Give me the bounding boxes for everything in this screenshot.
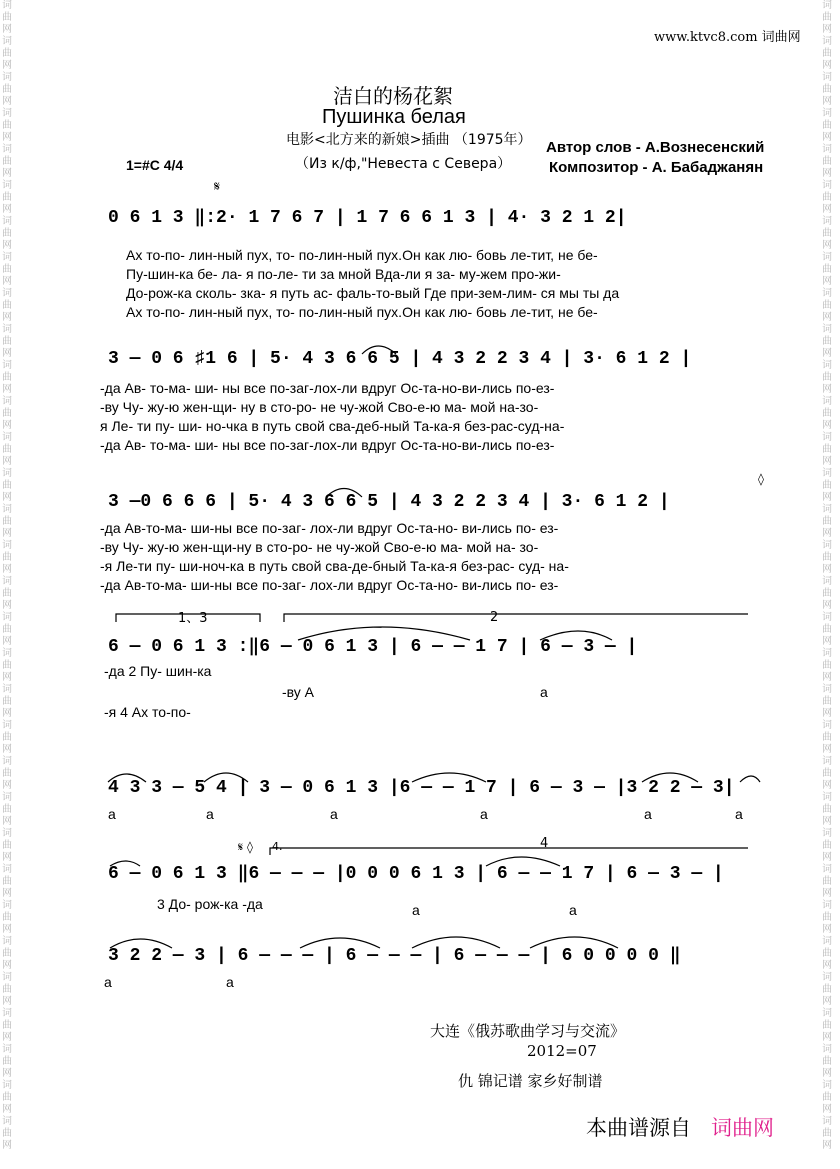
lyrics-s3-v3: -я Ле-ти пу- ши-ноч-ка в путь свой сва-де-бный Та-ка-я без-рас- суд- на-: [100, 558, 569, 574]
watermark-char: 词: [822, 648, 832, 659]
lyrics-s2-v1: -да Ав- то-ма- ши- ны все по-заг-лох-ли вдруг Ос-та-но-ви-лись по-ез-: [100, 380, 555, 396]
watermark-char: 词: [822, 684, 832, 695]
watermark-char: 网: [2, 816, 12, 827]
lyricist: Автор слов - А.Вознесенский: [546, 139, 765, 156]
watermark-char: 曲: [822, 1128, 832, 1139]
watermark-char: 曲: [2, 948, 12, 959]
watermark-char: 曲: [822, 444, 832, 455]
watermark-char: 词: [2, 360, 12, 371]
watermark-char: 曲: [822, 372, 832, 383]
watermark-char: 网: [822, 276, 832, 287]
watermark-char: 网: [2, 996, 12, 1007]
title-russian: Пушинка белая: [322, 106, 466, 128]
watermark-char: 曲: [822, 840, 832, 851]
watermark-char: 网: [822, 744, 832, 755]
watermark-char: 曲: [2, 156, 12, 167]
notes-system-3: 3 —0 6 6 6 | 5· 4 3 6 6 5 | 4 3 2 2 3 4 | 3· 6 1 2 |: [108, 492, 670, 512]
watermark-char: 曲: [822, 1056, 832, 1067]
watermark-char: 曲: [2, 300, 12, 311]
watermark-char: 曲: [2, 516, 12, 527]
watermark-char: 词: [822, 1008, 832, 1019]
volta-1-3-label: 1、3: [178, 611, 208, 626]
watermark-char: 词: [2, 396, 12, 407]
watermark-char: 词: [2, 900, 12, 911]
watermark-char: 网: [822, 636, 832, 647]
watermark-char: 曲: [822, 984, 832, 995]
watermark-char: 曲: [2, 1020, 12, 1031]
footer-line-2: 2012=07: [527, 1042, 597, 1060]
watermark-char: 词: [822, 828, 832, 839]
watermark-char: 曲: [2, 1056, 12, 1067]
watermark-char: 词: [822, 396, 832, 407]
watermark-char: 词: [822, 576, 832, 587]
watermark-char: 网: [2, 420, 12, 431]
watermark-char: 词: [2, 540, 12, 551]
footer-line-1: 大连《俄苏歌曲学习与交流》: [430, 1022, 626, 1040]
watermark-char: 词: [2, 504, 12, 515]
watermark-char: 网: [822, 240, 832, 251]
volta-2-label: 2: [490, 610, 499, 625]
watermark-char: 曲: [822, 804, 832, 815]
watermark-char: 网: [2, 96, 12, 107]
watermark-char: 词: [2, 972, 12, 983]
watermark-char: 曲: [822, 120, 832, 131]
watermark-char: 词: [822, 972, 832, 983]
watermark-char: 曲: [2, 120, 12, 131]
watermark-char: 曲: [822, 336, 832, 347]
watermark-char: 网: [822, 168, 832, 179]
watermark-char: 词: [822, 288, 832, 299]
watermark-char: 词: [822, 792, 832, 803]
lyrics-s2-v2: -ву Чу- жу-ю жен-щи- ну в сто-ро- не чу-жой Сво-е-ю ма- мой на-зо-: [100, 399, 539, 415]
watermark-char: 曲: [2, 192, 12, 203]
notes-system-5: 4 3 3 — 5 4 | 3 — 0 6 1 3 |6 — — 1 7 | 6 — 3 — |3 2 2 — 3|: [108, 778, 735, 798]
watermark-char: 网: [822, 780, 832, 791]
watermark-char: 网: [822, 96, 832, 107]
lyrics-s1-v1: Ах то-по- лин-ный пух, то- по-лин-ный пух.Он как лю- бовь ле-тит, не бе-: [126, 247, 598, 263]
watermark-char: 词: [2, 648, 12, 659]
watermark-char: 网: [822, 420, 832, 431]
watermark-char: 曲: [822, 48, 832, 59]
watermark-char: 词: [2, 108, 12, 119]
watermark-char: 词: [822, 468, 832, 479]
watermark-char: 网: [822, 312, 832, 323]
watermark-char: 词: [822, 324, 832, 335]
notes-system-1: 0 6 1 3 ‖:2· 1 7 6 7 | 1 7 6 6 1 3 | 4· 3 2 1 2|: [108, 208, 627, 228]
notes-system-2: 3 — 0 6 ♯1 6 | 5· 4 3 6 6 5 | 4 3 2 2 3 4 | 3· 6 1 2 |: [108, 349, 692, 369]
watermark-char: 网: [2, 240, 12, 251]
watermark-char: 曲: [2, 876, 12, 887]
watermark-char: 网: [2, 1068, 12, 1079]
watermark-char: 词: [822, 180, 832, 191]
watermark-char: 网: [822, 888, 832, 899]
watermark-char: 词: [822, 756, 832, 767]
watermark-char: 词: [822, 0, 832, 11]
notes-system-7: 3 2 2 — 3 | 6 — — — | 6 — — — | 6 — — — | 6 0 0 0 0 ‖: [108, 946, 681, 966]
watermark-char: 曲: [822, 768, 832, 779]
watermark-char: 词: [2, 324, 12, 335]
site-url[interactable]: www.ktvc8.com 词曲网: [654, 30, 801, 45]
watermark-char: 曲: [2, 84, 12, 95]
watermark-char: 网: [822, 996, 832, 1007]
watermark-char: 词: [822, 504, 832, 515]
watermark-char: 词: [2, 288, 12, 299]
watermark-char: 词: [822, 360, 832, 371]
composer: Композитор - А. Бабаджанян: [549, 159, 764, 176]
watermark-char: 曲: [822, 696, 832, 707]
watermark-char: 网: [2, 24, 12, 35]
watermark-char: 网: [2, 168, 12, 179]
watermark-char: 曲: [2, 408, 12, 419]
watermark-char: 词: [2, 252, 12, 263]
slur: [486, 857, 560, 866]
watermark-char: 网: [822, 24, 832, 35]
watermark-char: 词: [822, 144, 832, 155]
watermark-char: 曲: [2, 228, 12, 239]
watermark-char: 曲: [822, 948, 832, 959]
watermark-char: 网: [2, 276, 12, 287]
slur: [362, 346, 396, 354]
watermark-char: 网: [822, 708, 832, 719]
watermark-char: 网: [822, 348, 832, 359]
watermark-char: 词: [2, 144, 12, 155]
watermark-char: 词: [2, 0, 12, 11]
watermark-char: 网: [2, 1104, 12, 1115]
watermark-char: 曲: [2, 552, 12, 563]
subtitle-chinese: 电影<北方来的新娘>插曲 （1975年）: [286, 132, 532, 148]
watermark-char: 曲: [822, 660, 832, 671]
watermark-char: 词: [2, 720, 12, 731]
watermark-char: 词: [2, 1008, 12, 1019]
watermark-char: 曲: [2, 588, 12, 599]
watermark-char: 网: [2, 780, 12, 791]
watermark-char: 曲: [822, 300, 832, 311]
watermark-char: 网: [2, 852, 12, 863]
watermark-char: 曲: [822, 480, 832, 491]
lyric-a: а: [108, 806, 116, 822]
notes-system-6: 6 — 0 6 1 3 ‖6 — — — |0 0 0 6 1 3 | 6 — — 1 7 | 6 — 3 — |: [108, 864, 724, 884]
watermark-char: 网: [822, 456, 832, 467]
watermark-char: 网: [2, 132, 12, 143]
watermark-char: 曲: [2, 336, 12, 347]
watermark-char: 网: [2, 312, 12, 323]
segno-coda-mark: 𝄋 ◊: [238, 840, 253, 854]
watermark-char: 网: [822, 528, 832, 539]
watermark-char: 词: [822, 612, 832, 623]
watermark-char: 词: [822, 1116, 832, 1127]
watermark-char: 曲: [822, 12, 832, 23]
volta-4-dot-label: 4.: [272, 840, 283, 853]
watermark-char: 曲: [2, 624, 12, 635]
watermark-char: 曲: [2, 372, 12, 383]
watermark-char: 词: [2, 1080, 12, 1091]
watermark-char: 词: [2, 684, 12, 695]
lyrics-s3-v2: -ву Чу- жу-ю жен-щи-ну в сто-ро- не чу-жой Сво-е-ю ма- мой на- зо-: [100, 539, 539, 555]
lyrics-s1-v4: Ах то-по- лин-ный пух, то- по-лин-ный пух.Он как лю- бовь ле-тит, не бе-: [126, 304, 598, 320]
key-signature: 1=#C 4/4: [126, 157, 184, 173]
slur: [642, 773, 698, 782]
slur: [108, 774, 146, 782]
watermark-char: 曲: [2, 660, 12, 671]
watermark-char: 网: [822, 204, 832, 215]
watermark-char: 词: [2, 612, 12, 623]
watermark-char: 曲: [2, 264, 12, 275]
watermark-char: 词: [2, 1044, 12, 1055]
watermark-char: 词: [2, 180, 12, 191]
footer-line-3: 仇 锦记谱 家乡好制谱: [458, 1072, 603, 1090]
source-brand[interactable]: 词曲网: [711, 1116, 774, 1140]
watermark-char: 网: [2, 600, 12, 611]
slur: [326, 489, 362, 498]
slur: [204, 773, 248, 782]
lyric-a: а: [412, 902, 420, 918]
watermark-char: 网: [2, 672, 12, 683]
watermark-char: 词: [2, 216, 12, 227]
watermark-char: 曲: [2, 840, 12, 851]
watermark-char: 网: [2, 924, 12, 935]
watermark-char: 词: [822, 1044, 832, 1055]
watermark-char: 曲: [2, 1092, 12, 1103]
watermark-char: 网: [2, 492, 12, 503]
watermark-char: 曲: [822, 624, 832, 635]
coda-mark: ◊: [758, 472, 764, 486]
watermark-char: 网: [2, 636, 12, 647]
volta-bracket-2: [284, 614, 748, 622]
lyric-a: а: [480, 806, 488, 822]
lyric-a: а: [735, 806, 743, 822]
watermark-char: 网: [2, 960, 12, 971]
lyrics-s4-v1: -да 2 Пу- шин-ка: [104, 663, 212, 679]
watermark-char: 词: [822, 1080, 832, 1091]
watermark-char: 网: [822, 1068, 832, 1079]
volta-bracket-1-3: [116, 614, 260, 622]
watermark-char: 词: [822, 900, 832, 911]
lyrics-s2-v4: -да Ав- то-ма- ши- ны все по-заг-лох-ли вдруг Ос-та-но-ви-лись по-ез-: [100, 437, 555, 453]
lyric-a: а: [206, 806, 214, 822]
source-prefix: 本曲谱源自: [586, 1116, 691, 1140]
watermark-char: 词: [2, 864, 12, 875]
watermark-char: 曲: [2, 1128, 12, 1139]
watermark-char: 词: [2, 36, 12, 47]
watermark-char: 曲: [2, 48, 12, 59]
lyric-a: а: [569, 902, 577, 918]
watermark-char: 曲: [2, 696, 12, 707]
watermark-char: 网: [822, 1104, 832, 1115]
watermark-char: 网: [2, 1032, 12, 1043]
watermark-char: 词: [2, 576, 12, 587]
watermark-char: 词: [822, 540, 832, 551]
watermark-char: 网: [2, 744, 12, 755]
watermark-char: 网: [822, 852, 832, 863]
watermark-char: 网: [822, 600, 832, 611]
watermark-char: 词: [822, 72, 832, 83]
subtitle-russian: （Из к/ф,"Невеста с Севера）: [295, 156, 512, 172]
lyrics-s3-v1: -да Ав-то-ма- ши-ны все по-заг- лох-ли вдруг Ос-та-но- ви-лись по- ез-: [100, 520, 559, 536]
watermark-char: 词: [822, 108, 832, 119]
watermark-char: 词: [2, 756, 12, 767]
lyric-a: а: [226, 974, 234, 990]
slur: [300, 938, 380, 948]
watermark-char: 网: [2, 60, 12, 71]
slur: [540, 631, 612, 640]
watermark-char: 词: [2, 468, 12, 479]
slur: [110, 861, 140, 866]
slur: [298, 627, 470, 640]
watermark-char: 曲: [822, 192, 832, 203]
watermark-char: 网: [2, 528, 12, 539]
watermark-char: 网: [822, 816, 832, 827]
watermark-char: 曲: [822, 516, 832, 527]
watermark-char: 词: [822, 936, 832, 947]
watermark-char: 网: [2, 1140, 12, 1151]
lyrics-s4-v2: -ву А: [282, 684, 315, 700]
watermark-char: 曲: [822, 1020, 832, 1031]
watermark-char: 词: [2, 1116, 12, 1127]
watermark-char: 网: [822, 1140, 832, 1151]
volta-bracket-4: [270, 848, 748, 855]
watermark-char: 词: [822, 432, 832, 443]
watermark-char: 曲: [2, 768, 12, 779]
watermark-char: 词: [822, 720, 832, 731]
watermark-char: 词: [2, 792, 12, 803]
watermark-char: 词: [2, 828, 12, 839]
watermark-char: 网: [2, 348, 12, 359]
watermark-char: 词: [2, 936, 12, 947]
watermark-char: 曲: [822, 264, 832, 275]
watermark-char: 曲: [822, 912, 832, 923]
lyrics-s6-start: 3 До- рож-ка -да: [157, 896, 263, 912]
watermark-char: 曲: [2, 12, 12, 23]
watermark-char: 词: [2, 72, 12, 83]
watermark-char: 网: [822, 384, 832, 395]
watermark-char: 网: [822, 492, 832, 503]
watermark-char: 曲: [822, 84, 832, 95]
watermark-char: 网: [2, 708, 12, 719]
watermark-char: 词: [2, 432, 12, 443]
lyrics-s2-v3: я Ле- ти пу- ши- но-чка в путь свой сва-деб-ный Та-ка-я без-рас-суд-на-: [100, 418, 565, 434]
watermark-char: 网: [822, 672, 832, 683]
watermark-char: 曲: [2, 912, 12, 923]
slur: [530, 937, 618, 948]
watermark-char: 曲: [822, 552, 832, 563]
watermark-char: 曲: [822, 876, 832, 887]
lyrics-s4-v3: -я 4 Ах то-по-: [104, 704, 191, 720]
watermark-char: 网: [822, 924, 832, 935]
notes-system-4: 6 — 0 6 1 3 :‖6 — 0 6 1 3 | 6 — — 1 7 | 6 — 3 — |: [108, 637, 638, 657]
segno-mark: 𝄋: [214, 179, 221, 195]
watermark-char: 词: [822, 864, 832, 875]
watermark-char: 词: [822, 216, 832, 227]
watermark-char: 网: [822, 132, 832, 143]
watermark-char: 网: [822, 1032, 832, 1043]
watermark-char: 曲: [822, 588, 832, 599]
watermark-char: 网: [2, 204, 12, 215]
title-chinese: 洁白的杨花絮: [333, 84, 453, 108]
slur: [412, 773, 486, 782]
watermark-char: 网: [822, 960, 832, 971]
watermark-char: 词: [822, 252, 832, 263]
lyrics-s3-v4: -да Ав-то-ма- ши-ны все по-заг- лох-ли вдруг Ос-та-но- ви-лись по- ез-: [100, 577, 559, 593]
watermark-char: 曲: [822, 156, 832, 167]
watermark-char: 曲: [2, 444, 12, 455]
slur: [740, 776, 760, 782]
lyric-a: а: [104, 974, 112, 990]
watermark-char: 曲: [822, 1092, 832, 1103]
watermark-char: 网: [822, 60, 832, 71]
volta-4-label: 4: [540, 836, 549, 851]
watermark-char: 网: [822, 564, 832, 575]
watermark-char: 曲: [2, 732, 12, 743]
lyrics-s1-v2: Пу-шин-ка бе- ла- я по-ле- ти за мной Вда-ли я за- му-жем про-жи-: [126, 266, 561, 282]
slur: [110, 939, 172, 948]
watermark-char: 曲: [2, 804, 12, 815]
lyric-a: а: [540, 684, 548, 700]
lyric-a: а: [330, 806, 338, 822]
watermark-char: 网: [2, 456, 12, 467]
watermark-char: 网: [2, 888, 12, 899]
watermark-char: 曲: [2, 984, 12, 995]
watermark-char: 网: [2, 384, 12, 395]
watermark-char: 曲: [822, 408, 832, 419]
slur: [412, 937, 500, 948]
watermark-char: 词: [822, 36, 832, 47]
watermark-char: 网: [2, 564, 12, 575]
watermark-char: 曲: [822, 228, 832, 239]
lyrics-s1-v3: До-рож-ка сколь- зка- я путь ас- фаль-то-вый Где при-зем-лим- ся мы ты да: [126, 285, 620, 301]
lyric-a: а: [644, 806, 652, 822]
watermark-char: 曲: [2, 480, 12, 491]
watermark-char: 曲: [822, 732, 832, 743]
